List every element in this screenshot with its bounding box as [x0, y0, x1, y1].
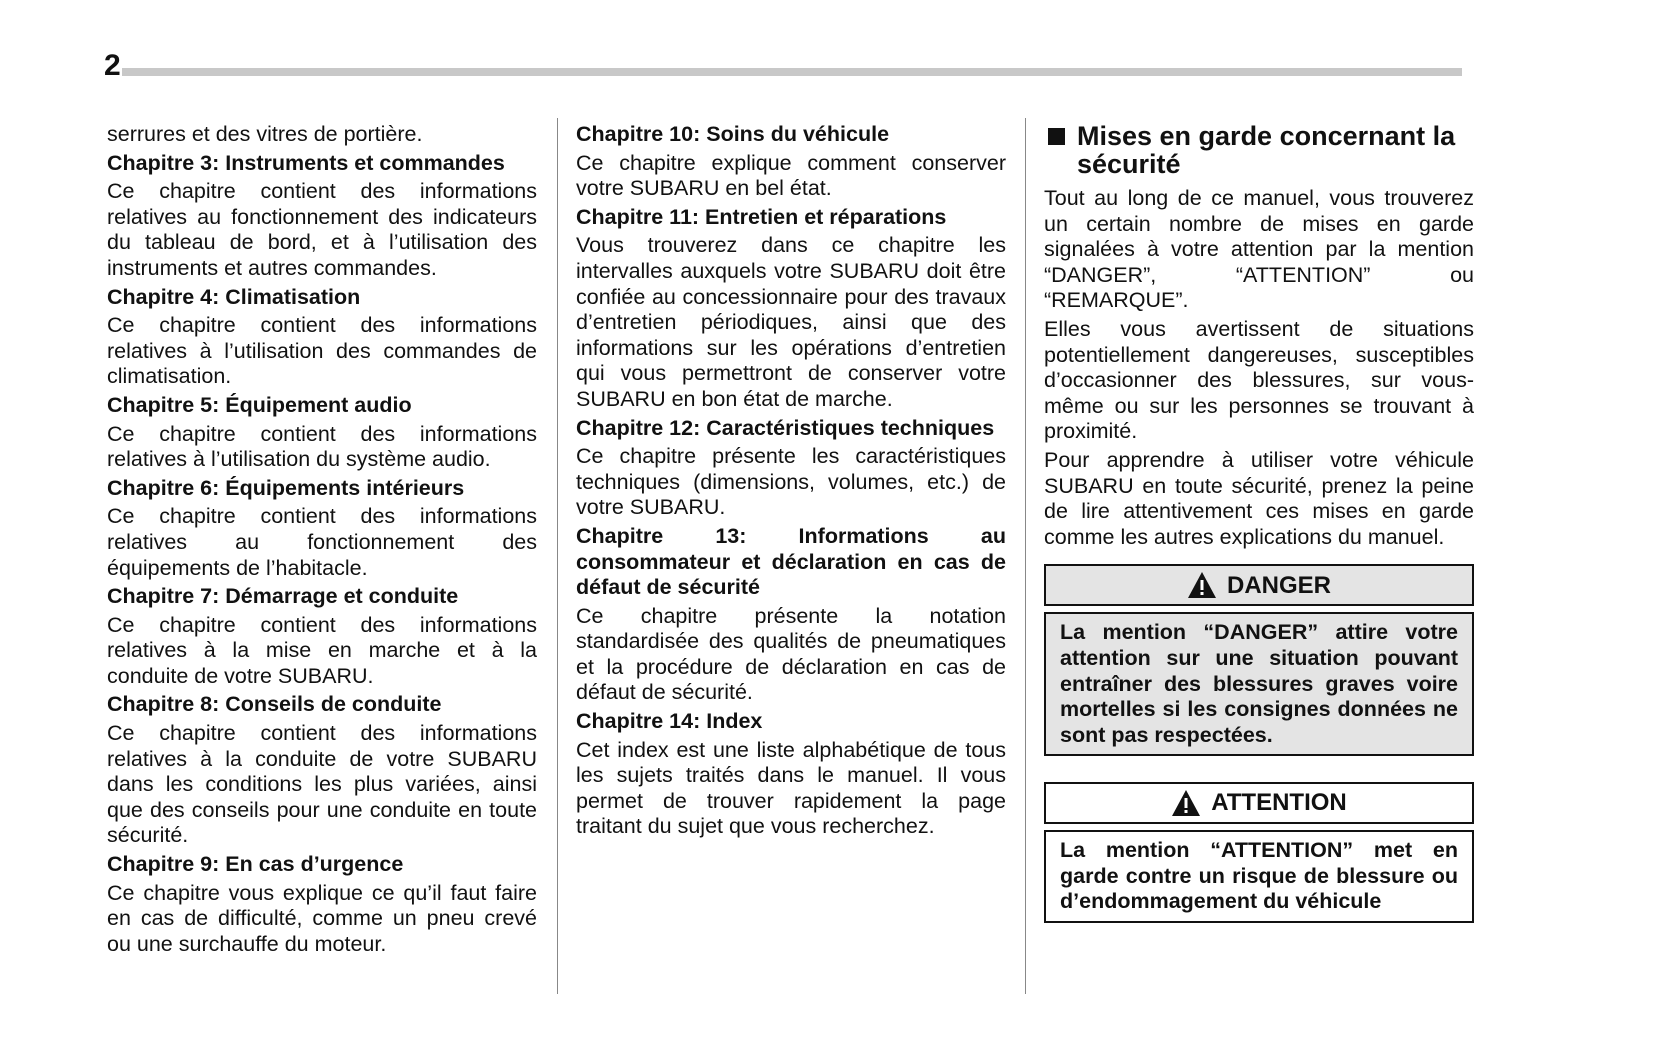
paragraph: Pour apprendre à utiliser votre véhicule SUBARU en toute sécurité, prenez la peine de lire attentivement ces mises en garde comme les autres explications du manuel. — [1044, 447, 1474, 549]
chapter-heading: Chapitre 7: Démarrage et conduite — [107, 584, 459, 609]
chapter-heading: Chapitre 13: Informations au consommateur et déclaration en cas de défaut de sécurité — [576, 523, 1006, 600]
chapter-heading: Chapitre 4: Climatisation — [107, 284, 361, 309]
column-divider — [557, 118, 558, 994]
chapter-heading: Chapitre 11: Entretien et réparations — [576, 204, 947, 229]
attention-text: La mention “ATTENTION” met en garde contre un risque de blessure ou d’endommagement du véhicule — [1044, 830, 1474, 923]
column-1 — [107, 122, 537, 960]
chapter-description: Ce chapitre contient des informations relatives au fonctionnement des indicateurs du tableau de bord, et à l’utilisation des instruments et autres commandes. — [107, 179, 537, 280]
section-title — [1044, 122, 1474, 178]
chapter-heading: Chapitre 12: Caractéristiques techniques — [576, 415, 995, 440]
header-rule — [122, 68, 1462, 76]
column-divider — [1025, 118, 1026, 994]
chapter-description: Ce chapitre présente les caractéristiques techniques (dimensions, volumes, etc.) de votre SUBARU. — [576, 444, 1006, 520]
chapter-description: Ce chapitre explique comment conserver votre SUBARU en bel état. — [576, 150, 1006, 201]
chapter-description: Ce chapitre contient des informations relatives à la mise en marche et à la conduite de votre SUBARU. — [107, 612, 537, 688]
danger-label: DANGER — [1226, 571, 1331, 599]
column-2 — [576, 122, 1006, 843]
warning-triangle-icon — [1171, 789, 1201, 817]
square-bullet-icon — [1048, 128, 1065, 145]
chapter-description: Ce chapitre contient des informations relatives au fonctionnement des équipements de l’habitacle. — [107, 504, 537, 580]
chapter-heading: Chapitre 10: Soins du véhicule — [576, 122, 890, 146]
chapter-description: Ce chapitre présente la notation standardisée des qualités de pneumatiques et la procédure de déclaration en cas de défaut de sécurité. — [576, 603, 1006, 705]
warning-triangle-icon — [1187, 571, 1217, 599]
chapter-description: Cet index est une liste alphabétique de tous les sujets traités dans le manuel. Il vous permet de trouver rapidement la page traitant du sujet que vous recherchez. — [576, 737, 1006, 839]
danger-text: La mention “DANGER” attire votre attention sur une situation pouvant entraîner des blessures graves voire mortelles si les consignes données ne sont pas respectées. — [1044, 612, 1474, 756]
chapter-description: Ce chapitre vous explique ce qu’il faut faire en cas de difficulté, comme un pneu crevé ou une surchauffe du moteur. — [107, 880, 537, 956]
chapter-heading: Chapitre 6: Équipements intérieurs — [107, 475, 465, 500]
chapter-description: Vous trouverez dans ce chapitre les intervalles auxquels votre SUBARU doit être confiée au concessionnaire pour des travaux d’entretien périodiques, ainsi que des informations sur les opérations d’entretien qui vous permettront de conserver votre SUBARU en bon état de marche. — [576, 233, 1006, 411]
chapter-description: Ce chapitre contient des informations relatives à l’utilisation du système audio. — [107, 421, 537, 472]
attention-header — [1044, 782, 1474, 824]
chapter-heading: Chapitre 5: Équipement audio — [107, 392, 412, 417]
chapter-heading: Chapitre 14: Index — [576, 709, 763, 734]
chapter-description: Ce chapitre contient des informations relatives à la conduite de votre SUBARU dans les conditions les plus variées, ainsi que des conseils pour une conduite en toute sécurité. — [107, 721, 537, 848]
section-title-text: Mises en garde concernant la sécurité — [1077, 121, 1456, 179]
chapter-heading: Chapitre 3: Instruments et commandes — [107, 150, 505, 175]
column-3 — [1044, 122, 1474, 923]
attention-label: ATTENTION — [1211, 789, 1347, 817]
chapter-description: serrures et des vitres de portière. — [107, 122, 423, 146]
danger-header — [1044, 564, 1474, 606]
page-number: 2 — [104, 49, 121, 82]
chapter-heading: Chapitre 8: Conseils de conduite — [107, 692, 442, 717]
paragraph: Elles vous avertissent de situations potentiellement dangereuses, susceptibles d’occasionner des blessures, sur vous-même ou sur les personnes se trouvant à proximité. — [1044, 316, 1474, 444]
chapter-description: Ce chapitre contient des informations relatives à l’utilisation des commandes de climatisation. — [107, 313, 537, 389]
chapter-heading: Chapitre 9: En cas d’urgence — [107, 852, 404, 877]
paragraph: Tout au long de ce manuel, vous trouverez un certain nombre de mises en garde signalées à votre attention par la mention “DANGER”, “ATTENTION” ou “REMARQUE”. — [1044, 186, 1474, 313]
